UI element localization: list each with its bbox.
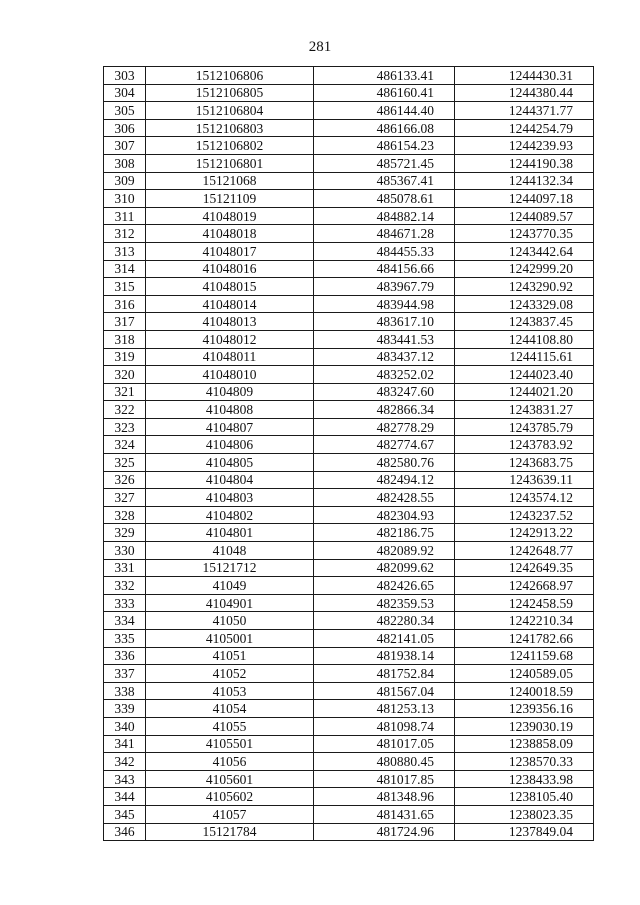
y-coordinate-cell: 1237849.04 xyxy=(455,823,594,841)
x-coordinate-cell: 483437.12 xyxy=(314,348,455,366)
row-number-cell: 343 xyxy=(104,770,146,788)
row-number-cell: 331 xyxy=(104,559,146,577)
point-id-cell: 41048011 xyxy=(146,348,314,366)
y-coordinate-cell: 1238023.35 xyxy=(455,805,594,823)
x-coordinate-cell: 486144.40 xyxy=(314,102,455,120)
row-number-cell: 322 xyxy=(104,401,146,419)
table-row xyxy=(104,207,594,225)
row-number-cell: 317 xyxy=(104,313,146,331)
table-row xyxy=(104,489,594,507)
row-number-cell: 327 xyxy=(104,489,146,507)
y-coordinate-cell: 1240589.05 xyxy=(455,665,594,683)
table-row xyxy=(104,542,594,560)
y-coordinate-cell: 1243831.27 xyxy=(455,401,594,419)
table-row xyxy=(104,559,594,577)
row-number-cell: 339 xyxy=(104,700,146,718)
row-number-cell: 306 xyxy=(104,119,146,137)
y-coordinate-cell: 1242999.20 xyxy=(455,260,594,278)
table-row xyxy=(104,506,594,524)
point-id-cell: 15121068 xyxy=(146,172,314,190)
y-coordinate-cell: 1241782.66 xyxy=(455,630,594,648)
table-row xyxy=(104,154,594,172)
point-id-cell: 41049 xyxy=(146,577,314,595)
y-coordinate-cell: 1243785.79 xyxy=(455,418,594,436)
y-coordinate-cell: 1244097.18 xyxy=(455,190,594,208)
x-coordinate-cell: 483967.79 xyxy=(314,278,455,296)
x-coordinate-cell: 481567.04 xyxy=(314,682,455,700)
x-coordinate-cell: 482186.75 xyxy=(314,524,455,542)
y-coordinate-cell: 1240018.59 xyxy=(455,682,594,700)
table-row xyxy=(104,383,594,401)
y-coordinate-cell: 1244380.44 xyxy=(455,84,594,102)
point-id-cell: 41048016 xyxy=(146,260,314,278)
y-coordinate-cell: 1243290.92 xyxy=(455,278,594,296)
point-id-cell: 4105602 xyxy=(146,788,314,806)
y-coordinate-cell: 1238433.98 xyxy=(455,770,594,788)
point-id-cell: 4104802 xyxy=(146,506,314,524)
point-id-cell: 41048018 xyxy=(146,225,314,243)
table-row xyxy=(104,594,594,612)
point-id-cell: 4104804 xyxy=(146,471,314,489)
coordinates-table-body xyxy=(104,67,594,841)
x-coordinate-cell: 484455.33 xyxy=(314,242,455,260)
row-number-cell: 338 xyxy=(104,682,146,700)
table-row xyxy=(104,524,594,542)
table-row xyxy=(104,401,594,419)
point-id-cell: 41052 xyxy=(146,665,314,683)
point-id-cell: 41048013 xyxy=(146,313,314,331)
y-coordinate-cell: 1243442.64 xyxy=(455,242,594,260)
point-id-cell: 4104805 xyxy=(146,454,314,472)
row-number-cell: 344 xyxy=(104,788,146,806)
table-row xyxy=(104,366,594,384)
table-row xyxy=(104,630,594,648)
point-id-cell: 41048014 xyxy=(146,295,314,313)
point-id-cell: 1512106803 xyxy=(146,119,314,137)
point-id-cell: 4104803 xyxy=(146,489,314,507)
point-id-cell: 41053 xyxy=(146,682,314,700)
x-coordinate-cell: 482580.76 xyxy=(314,454,455,472)
x-coordinate-cell: 486133.41 xyxy=(314,67,455,85)
y-coordinate-cell: 1243837.45 xyxy=(455,313,594,331)
table-row xyxy=(104,700,594,718)
point-id-cell: 41054 xyxy=(146,700,314,718)
table-row xyxy=(104,119,594,137)
y-coordinate-cell: 1244023.40 xyxy=(455,366,594,384)
point-id-cell: 41048012 xyxy=(146,330,314,348)
y-coordinate-cell: 1238858.09 xyxy=(455,735,594,753)
row-number-cell: 303 xyxy=(104,67,146,85)
x-coordinate-cell: 482280.34 xyxy=(314,612,455,630)
point-id-cell: 15121784 xyxy=(146,823,314,841)
table-row xyxy=(104,665,594,683)
x-coordinate-cell: 485721.45 xyxy=(314,154,455,172)
table-row xyxy=(104,418,594,436)
table-row xyxy=(104,348,594,366)
coordinates-table xyxy=(103,66,594,841)
y-coordinate-cell: 1244021.20 xyxy=(455,383,594,401)
x-coordinate-cell: 483441.53 xyxy=(314,330,455,348)
y-coordinate-cell: 1243683.75 xyxy=(455,454,594,472)
x-coordinate-cell: 484882.14 xyxy=(314,207,455,225)
x-coordinate-cell: 482428.55 xyxy=(314,489,455,507)
row-number-cell: 312 xyxy=(104,225,146,243)
y-coordinate-cell: 1244239.93 xyxy=(455,137,594,155)
point-id-cell: 41048017 xyxy=(146,242,314,260)
row-number-cell: 330 xyxy=(104,542,146,560)
row-number-cell: 305 xyxy=(104,102,146,120)
y-coordinate-cell: 1243770.35 xyxy=(455,225,594,243)
y-coordinate-cell: 1242458.59 xyxy=(455,594,594,612)
point-id-cell: 41051 xyxy=(146,647,314,665)
x-coordinate-cell: 481431.65 xyxy=(314,805,455,823)
point-id-cell: 4104901 xyxy=(146,594,314,612)
point-id-cell: 41048019 xyxy=(146,207,314,225)
y-coordinate-cell: 1242913.22 xyxy=(455,524,594,542)
y-coordinate-cell: 1238570.33 xyxy=(455,753,594,771)
x-coordinate-cell: 481752.84 xyxy=(314,665,455,683)
table-row xyxy=(104,260,594,278)
table-row xyxy=(104,436,594,454)
x-coordinate-cell: 481938.14 xyxy=(314,647,455,665)
y-coordinate-cell: 1241159.68 xyxy=(455,647,594,665)
point-id-cell: 41048015 xyxy=(146,278,314,296)
row-number-cell: 337 xyxy=(104,665,146,683)
x-coordinate-cell: 483944.98 xyxy=(314,295,455,313)
x-coordinate-cell: 481017.05 xyxy=(314,735,455,753)
x-coordinate-cell: 482494.12 xyxy=(314,471,455,489)
row-number-cell: 334 xyxy=(104,612,146,630)
table-row xyxy=(104,454,594,472)
row-number-cell: 345 xyxy=(104,805,146,823)
y-coordinate-cell: 1243783.92 xyxy=(455,436,594,454)
x-coordinate-cell: 482778.29 xyxy=(314,418,455,436)
row-number-cell: 311 xyxy=(104,207,146,225)
point-id-cell: 1512106802 xyxy=(146,137,314,155)
point-id-cell: 41048010 xyxy=(146,366,314,384)
table-row xyxy=(104,172,594,190)
point-id-cell: 15121109 xyxy=(146,190,314,208)
table-row xyxy=(104,805,594,823)
point-id-cell: 4104801 xyxy=(146,524,314,542)
row-number-cell: 340 xyxy=(104,717,146,735)
y-coordinate-cell: 1243237.52 xyxy=(455,506,594,524)
x-coordinate-cell: 482359.53 xyxy=(314,594,455,612)
y-coordinate-cell: 1242210.34 xyxy=(455,612,594,630)
table-row xyxy=(104,242,594,260)
row-number-cell: 314 xyxy=(104,260,146,278)
table-row xyxy=(104,313,594,331)
x-coordinate-cell: 486154.23 xyxy=(314,137,455,155)
row-number-cell: 335 xyxy=(104,630,146,648)
table-row xyxy=(104,823,594,841)
x-coordinate-cell: 482089.92 xyxy=(314,542,455,560)
x-coordinate-cell: 484156.66 xyxy=(314,260,455,278)
row-number-cell: 342 xyxy=(104,753,146,771)
x-coordinate-cell: 483617.10 xyxy=(314,313,455,331)
table-row xyxy=(104,67,594,85)
point-id-cell: 1512106805 xyxy=(146,84,314,102)
y-coordinate-cell: 1242648.77 xyxy=(455,542,594,560)
row-number-cell: 309 xyxy=(104,172,146,190)
row-number-cell: 336 xyxy=(104,647,146,665)
y-coordinate-cell: 1243639.11 xyxy=(455,471,594,489)
point-id-cell: 41048 xyxy=(146,542,314,560)
x-coordinate-cell: 485078.61 xyxy=(314,190,455,208)
row-number-cell: 328 xyxy=(104,506,146,524)
row-number-cell: 319 xyxy=(104,348,146,366)
y-coordinate-cell: 1244371.77 xyxy=(455,102,594,120)
row-number-cell: 316 xyxy=(104,295,146,313)
x-coordinate-cell: 481724.96 xyxy=(314,823,455,841)
point-id-cell: 4105501 xyxy=(146,735,314,753)
table-row xyxy=(104,753,594,771)
y-coordinate-cell: 1238105.40 xyxy=(455,788,594,806)
point-id-cell: 4104807 xyxy=(146,418,314,436)
row-number-cell: 308 xyxy=(104,154,146,172)
point-id-cell: 4104808 xyxy=(146,401,314,419)
row-number-cell: 310 xyxy=(104,190,146,208)
table-row xyxy=(104,190,594,208)
x-coordinate-cell: 480880.45 xyxy=(314,753,455,771)
x-coordinate-cell: 481098.74 xyxy=(314,717,455,735)
x-coordinate-cell: 481017.85 xyxy=(314,770,455,788)
page-number: 281 xyxy=(308,39,332,55)
row-number-cell: 326 xyxy=(104,471,146,489)
row-number-cell: 321 xyxy=(104,383,146,401)
point-id-cell: 1512106804 xyxy=(146,102,314,120)
x-coordinate-cell: 483252.02 xyxy=(314,366,455,384)
x-coordinate-cell: 483247.60 xyxy=(314,383,455,401)
row-number-cell: 346 xyxy=(104,823,146,841)
table-row xyxy=(104,788,594,806)
table-row xyxy=(104,137,594,155)
y-coordinate-cell: 1244254.79 xyxy=(455,119,594,137)
x-coordinate-cell: 482774.67 xyxy=(314,436,455,454)
y-coordinate-cell: 1244089.57 xyxy=(455,207,594,225)
x-coordinate-cell: 486166.08 xyxy=(314,119,455,137)
y-coordinate-cell: 1244108.80 xyxy=(455,330,594,348)
point-id-cell: 4105601 xyxy=(146,770,314,788)
x-coordinate-cell: 485367.41 xyxy=(314,172,455,190)
row-number-cell: 313 xyxy=(104,242,146,260)
row-number-cell: 329 xyxy=(104,524,146,542)
table-row xyxy=(104,295,594,313)
table-row xyxy=(104,577,594,595)
y-coordinate-cell: 1239030.19 xyxy=(455,717,594,735)
row-number-cell: 333 xyxy=(104,594,146,612)
table-row xyxy=(104,225,594,243)
row-number-cell: 304 xyxy=(104,84,146,102)
y-coordinate-cell: 1244132.34 xyxy=(455,172,594,190)
row-number-cell: 332 xyxy=(104,577,146,595)
x-coordinate-cell: 482866.34 xyxy=(314,401,455,419)
point-id-cell: 41055 xyxy=(146,717,314,735)
row-number-cell: 307 xyxy=(104,137,146,155)
table-row xyxy=(104,770,594,788)
row-number-cell: 320 xyxy=(104,366,146,384)
x-coordinate-cell: 482141.05 xyxy=(314,630,455,648)
y-coordinate-cell: 1239356.16 xyxy=(455,700,594,718)
table-row xyxy=(104,278,594,296)
y-coordinate-cell: 1244430.31 xyxy=(455,67,594,85)
table-row xyxy=(104,682,594,700)
point-id-cell: 41056 xyxy=(146,753,314,771)
point-id-cell: 4104809 xyxy=(146,383,314,401)
point-id-cell: 15121712 xyxy=(146,559,314,577)
point-id-cell: 4105001 xyxy=(146,630,314,648)
point-id-cell: 4104806 xyxy=(146,436,314,454)
row-number-cell: 325 xyxy=(104,454,146,472)
x-coordinate-cell: 484671.28 xyxy=(314,225,455,243)
row-number-cell: 324 xyxy=(104,436,146,454)
table-row xyxy=(104,647,594,665)
row-number-cell: 341 xyxy=(104,735,146,753)
x-coordinate-cell: 482099.62 xyxy=(314,559,455,577)
point-id-cell: 41050 xyxy=(146,612,314,630)
y-coordinate-cell: 1243329.08 xyxy=(455,295,594,313)
table-row xyxy=(104,102,594,120)
y-coordinate-cell: 1244190.38 xyxy=(455,154,594,172)
row-number-cell: 315 xyxy=(104,278,146,296)
y-coordinate-cell: 1243574.12 xyxy=(455,489,594,507)
table-row xyxy=(104,84,594,102)
point-id-cell: 1512106806 xyxy=(146,67,314,85)
x-coordinate-cell: 486160.41 xyxy=(314,84,455,102)
point-id-cell: 1512106801 xyxy=(146,154,314,172)
x-coordinate-cell: 481253.13 xyxy=(314,700,455,718)
row-number-cell: 318 xyxy=(104,330,146,348)
table-row xyxy=(104,612,594,630)
point-id-cell: 41057 xyxy=(146,805,314,823)
x-coordinate-cell: 482426.65 xyxy=(314,577,455,595)
y-coordinate-cell: 1244115.61 xyxy=(455,348,594,366)
table-row xyxy=(104,717,594,735)
table-row xyxy=(104,330,594,348)
y-coordinate-cell: 1242649.35 xyxy=(455,559,594,577)
x-coordinate-cell: 482304.93 xyxy=(314,506,455,524)
table-row xyxy=(104,735,594,753)
x-coordinate-cell: 481348.96 xyxy=(314,788,455,806)
row-number-cell: 323 xyxy=(104,418,146,436)
table-row xyxy=(104,471,594,489)
y-coordinate-cell: 1242668.97 xyxy=(455,577,594,595)
